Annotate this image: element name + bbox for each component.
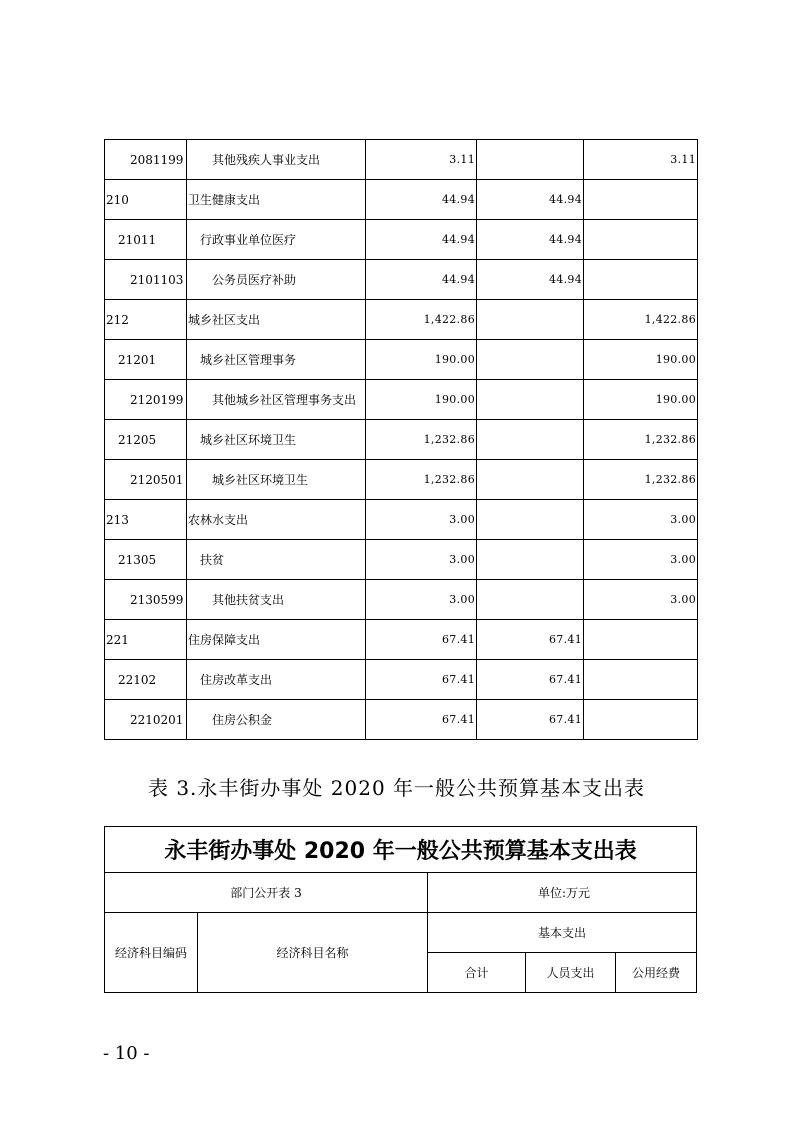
dept-label: 部门公开表 3 — [105, 873, 428, 913]
table-row — [105, 500, 698, 540]
total-cell: 67.41 — [366, 620, 477, 660]
code-cell: 21205 — [105, 420, 187, 460]
total-cell: 3.00 — [366, 580, 477, 620]
public-cell: 1,232.86 — [584, 460, 698, 500]
total-cell: 1,232.86 — [366, 460, 477, 500]
code-cell: 21305 — [105, 540, 187, 580]
table-row — [105, 540, 698, 580]
name-cell: 公务员医疗补助 — [187, 260, 366, 300]
table-row — [105, 420, 698, 460]
total-cell: 3.11 — [366, 140, 477, 180]
unit-label: 单位:万元 — [428, 873, 697, 913]
code-cell: 21201 — [105, 340, 187, 380]
code-cell: 221 — [105, 620, 187, 660]
name-cell: 农林水支出 — [187, 500, 366, 540]
code-cell: 21011 — [105, 220, 187, 260]
code-cell: 2130599 — [105, 580, 187, 620]
name-cell: 城乡社区环境卫生 — [187, 460, 366, 500]
table-row — [105, 340, 698, 380]
code-cell: 210 — [105, 180, 187, 220]
name-cell: 行政事业单位医疗 — [187, 220, 366, 260]
public-cell — [584, 220, 698, 260]
personnel-cell — [477, 540, 584, 580]
public-cell: 190.00 — [584, 380, 698, 420]
personnel-cell — [477, 420, 584, 460]
total-cell: 1,232.86 — [366, 420, 477, 460]
personnel-cell: 67.41 — [477, 700, 584, 740]
expenditure-table-body — [105, 140, 698, 740]
total-cell: 1,422.86 — [366, 300, 477, 340]
table-row — [105, 660, 698, 700]
personnel-cell: 44.94 — [477, 180, 584, 220]
public-cell — [584, 260, 698, 300]
table-row — [105, 620, 698, 660]
table-row — [105, 700, 698, 740]
page-number: - 10 - — [103, 1043, 150, 1064]
code-cell: 2210201 — [105, 700, 187, 740]
code-cell: 2120501 — [105, 460, 187, 500]
header-personnel: 人员支出 — [526, 953, 616, 993]
header-code: 经济科目编码 — [105, 913, 198, 993]
total-cell: 67.41 — [366, 660, 477, 700]
name-cell: 扶贫 — [187, 540, 366, 580]
personnel-cell — [477, 340, 584, 380]
total-cell: 44.94 — [366, 220, 477, 260]
table-row — [105, 580, 698, 620]
name-cell: 城乡社区管理事务 — [187, 340, 366, 380]
personnel-cell: 67.41 — [477, 620, 584, 660]
header-public: 公用经费 — [616, 953, 697, 993]
public-cell: 1,422.86 — [584, 300, 698, 340]
total-cell: 190.00 — [366, 340, 477, 380]
table-row — [105, 260, 698, 300]
personnel-cell: 44.94 — [477, 220, 584, 260]
header-name: 经济科目名称 — [198, 913, 428, 993]
name-cell: 城乡社区环境卫生 — [187, 420, 366, 460]
personnel-cell — [477, 460, 584, 500]
total-cell: 44.94 — [366, 260, 477, 300]
code-cell: 2081199 — [105, 140, 187, 180]
code-cell: 2120199 — [105, 380, 187, 420]
public-cell: 3.00 — [584, 500, 698, 540]
name-cell: 其他残疾人事业支出 — [187, 140, 366, 180]
name-cell: 住房公积金 — [187, 700, 366, 740]
public-cell: 3.00 — [584, 540, 698, 580]
total-cell: 67.41 — [366, 700, 477, 740]
personnel-cell: 44.94 — [477, 260, 584, 300]
code-cell: 22102 — [105, 660, 187, 700]
total-cell: 3.00 — [366, 540, 477, 580]
name-cell: 其他扶贫支出 — [187, 580, 366, 620]
header-basic-expenditure: 基本支出 — [428, 913, 697, 953]
total-cell: 44.94 — [366, 180, 477, 220]
table-caption: 表 3.永丰街办事处 2020 年一般公共预算基本支出表 — [147, 776, 646, 800]
table-row — [105, 220, 698, 260]
basic-expenditure-table — [104, 826, 697, 993]
code-cell: 213 — [105, 500, 187, 540]
name-cell: 卫生健康支出 — [187, 180, 366, 220]
name-cell: 城乡社区支出 — [187, 300, 366, 340]
expenditure-table — [104, 139, 698, 740]
personnel-cell — [477, 500, 584, 540]
public-cell: 3.11 — [584, 140, 698, 180]
code-cell: 212 — [105, 300, 187, 340]
public-cell: 1,232.86 — [584, 420, 698, 460]
total-cell: 3.00 — [366, 500, 477, 540]
code-cell: 2101103 — [105, 260, 187, 300]
table-title: 永丰街办事处 2020 年一般公共预算基本支出表 — [105, 827, 697, 873]
table-row — [105, 300, 698, 340]
personnel-cell — [477, 580, 584, 620]
total-cell: 190.00 — [366, 380, 477, 420]
personnel-cell — [477, 300, 584, 340]
name-cell: 其他城乡社区管理事务支出 — [187, 380, 366, 420]
public-cell — [584, 660, 698, 700]
name-cell: 住房改革支出 — [187, 660, 366, 700]
name-cell: 住房保障支出 — [187, 620, 366, 660]
personnel-cell — [477, 380, 584, 420]
public-cell — [584, 620, 698, 660]
public-cell: 190.00 — [584, 340, 698, 380]
table-row — [105, 140, 698, 180]
personnel-cell — [477, 140, 584, 180]
table-row — [105, 180, 698, 220]
personnel-cell: 67.41 — [477, 660, 584, 700]
header-total: 合计 — [428, 953, 526, 993]
public-cell: 3.00 — [584, 580, 698, 620]
public-cell — [584, 700, 698, 740]
public-cell — [584, 180, 698, 220]
table-row — [105, 460, 698, 500]
table-row — [105, 380, 698, 420]
